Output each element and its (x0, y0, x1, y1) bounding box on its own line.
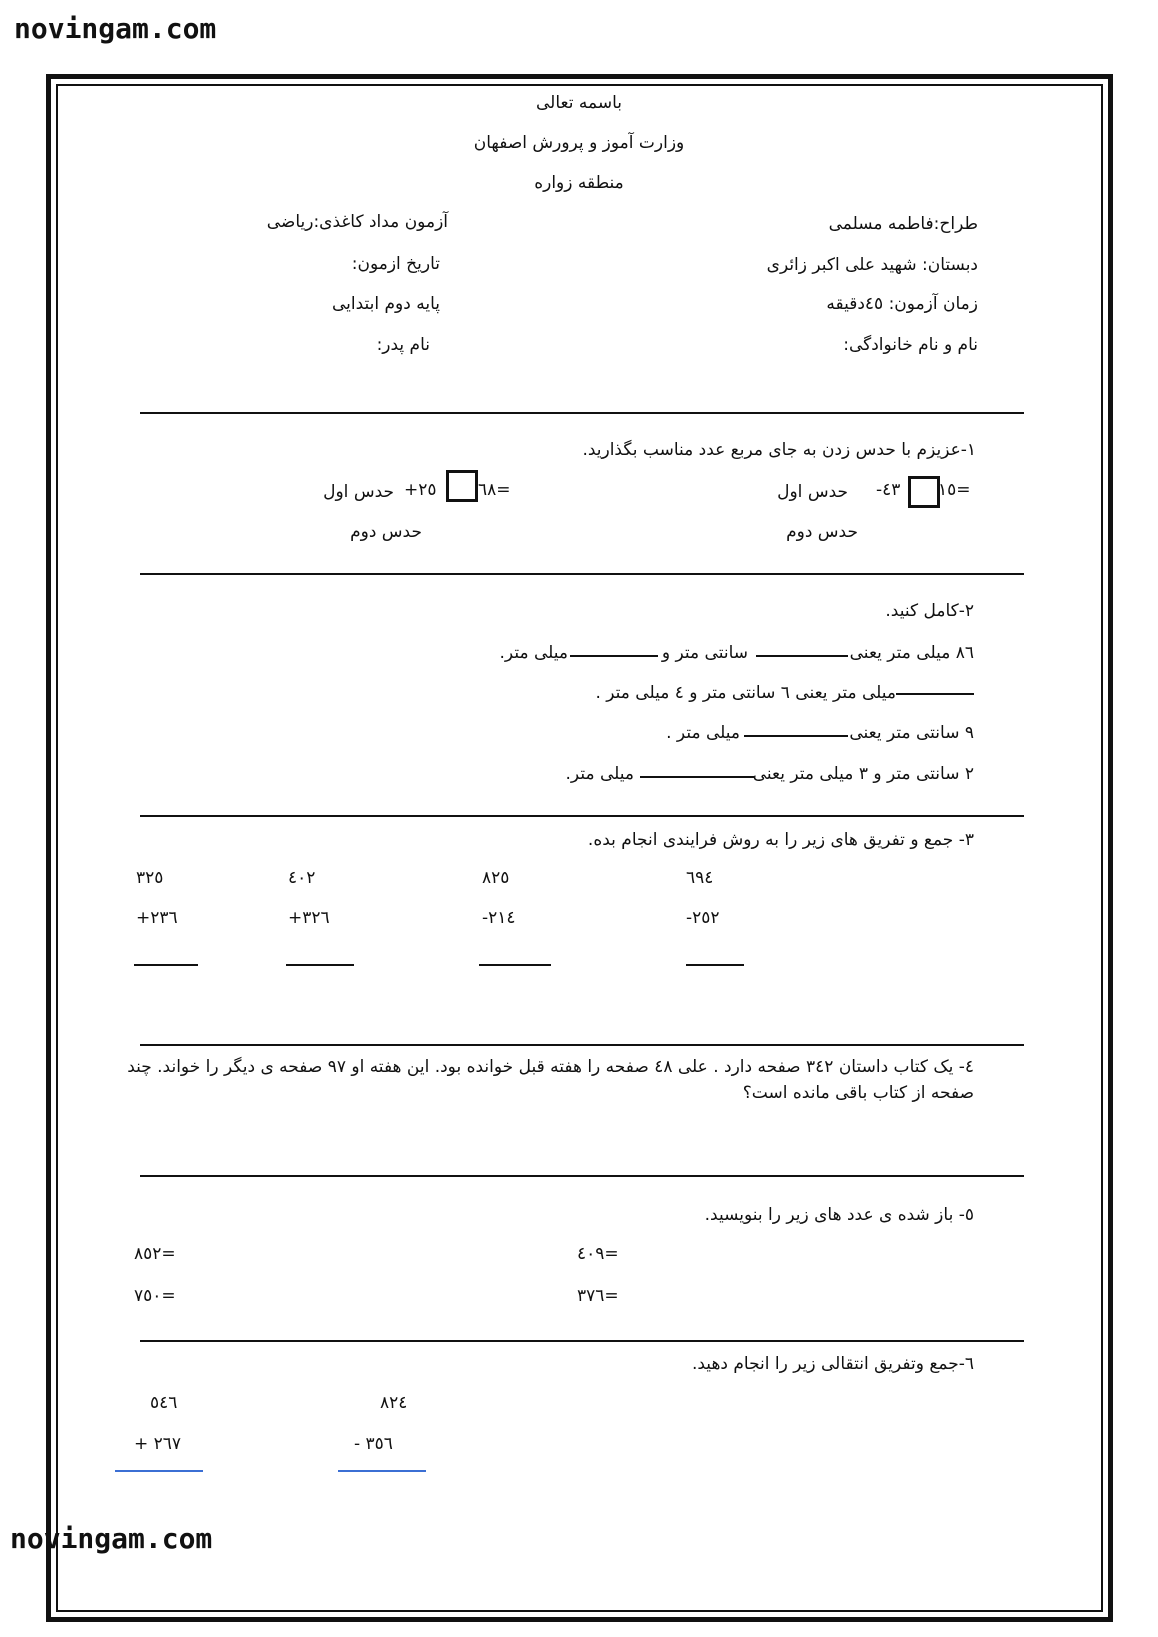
q2-line-2: میلی متر یعنی ٦ سانتی متر و ٤ میلی متر . (595, 683, 896, 703)
q3-item-1-bottom: -٢٥٢ (686, 908, 720, 928)
divider-1 (140, 412, 1024, 414)
divider-3 (140, 815, 1024, 817)
school: دبستان: شهید علی اکبر زائری (766, 255, 978, 275)
q2-blank-5[interactable] (640, 776, 754, 778)
header-line-2: وزارت آموز و پرورش اصفهان (473, 133, 685, 153)
q4-line-2: صفحه از کتاب باقی مانده است؟ (742, 1083, 974, 1103)
q1-right-answer-box[interactable] (908, 476, 940, 508)
q2-blank-4[interactable] (744, 735, 848, 737)
q1-left-result: ٦٨= (478, 480, 511, 500)
q2-blank-2[interactable] (570, 655, 658, 657)
q5-item-d: ٧٥٠= (134, 1286, 176, 1306)
exam-date: تاریخ ازمون: (351, 254, 440, 274)
q3-item-4-top: ٣٢٥ (136, 868, 164, 888)
q1-title: ١-عزیزم با حدس زدن به جای مربع عدد مناسب بگذارید. (582, 440, 976, 460)
q5-item-a: ٤٠٩= (577, 1244, 619, 1264)
exam-time: زمان آزمون: ٤٥دقیقه (826, 294, 978, 314)
q2-line-4b: میلی متر. (565, 764, 634, 784)
designer: طراح:فاطمه مسلمی (828, 214, 978, 234)
q3-item-3-bottom: +٣٢٦ (288, 908, 330, 928)
q2-line-3b: میلی متر . (666, 723, 740, 743)
q3-item-2-bottom: -٢١٤ (482, 908, 516, 928)
q3-item-3-line (286, 964, 354, 966)
header-line-3: منطقه زواره (534, 173, 624, 193)
q3-item-4-bottom: +٢٣٦ (136, 908, 178, 928)
header-line-1: باسمه تعالی (536, 93, 622, 113)
q3-item-3-top: ٤٠٢ (288, 868, 316, 888)
grade: پایه دوم ابتدایی (331, 294, 440, 314)
q1-left-number: +٢٥ (404, 480, 437, 500)
q1-left-guess-2: حدس دوم (350, 522, 422, 542)
q1-left-guess-1: حدس اول (323, 482, 394, 502)
father-name: نام پدر: (376, 335, 430, 355)
q1-right-guess-1: حدس اول (777, 482, 848, 502)
divider-2 (140, 573, 1024, 575)
student-name: نام و نام خانوادگی: (843, 335, 978, 355)
q1-right-guess-2: حدس دوم (786, 522, 858, 542)
q6-b-bottom: + ٢٦٧ (134, 1434, 182, 1454)
q2-line-1a: ٨٦ میلی متر یعنی (849, 643, 974, 663)
q5-item-b: ٨٥٢= (134, 1244, 176, 1264)
q2-line-4a: ٢ سانتی متر و ٣ میلی متر یعنی (752, 764, 974, 784)
q6-a-bottom: - ٣٥٦ (354, 1434, 393, 1454)
q2-line-3a: ٩ سانتی متر یعنی (849, 723, 974, 743)
q3-title: ٣- جمع و تفریق های زیر را به روش فرایندی انجام بده. (587, 830, 974, 850)
q6-a-line (338, 1470, 426, 1472)
watermark-top: novingam.com (14, 12, 217, 45)
q5-item-c: ٣٧٦= (577, 1286, 619, 1306)
watermark-bottom: novingam.com (10, 1522, 213, 1555)
divider-5 (140, 1175, 1024, 1177)
q2-title: ٢-کامل کنید. (885, 601, 974, 621)
divider-4 (140, 1044, 1024, 1046)
q6-a-top: ٨٢٤ (380, 1393, 408, 1413)
q2-blank-3[interactable] (896, 693, 974, 695)
q2-line-1b: سانتی متر و (661, 643, 748, 663)
q2-line-1c: میلی متر. (499, 643, 568, 663)
q1-right-result: ١٥= (938, 480, 971, 500)
q3-item-2-top: ٨٢٥ (482, 868, 510, 888)
q6-b-line (115, 1470, 203, 1472)
q6-title: ٦-جمع وتفریق انتقالی زیر را انجام دهید. (691, 1354, 974, 1374)
q3-item-4-line (134, 964, 198, 966)
q2-blank-1[interactable] (756, 655, 848, 657)
q3-item-1-top: ٦٩٤ (686, 868, 714, 888)
divider-6 (140, 1340, 1024, 1342)
q3-item-1-line (686, 964, 744, 966)
q1-right-number: -٤٣ (876, 480, 901, 500)
q5-title: ٥- باز شده ی عدد های زیر را بنویسید. (704, 1205, 974, 1225)
q6-b-top: ٥٤٦ (150, 1393, 178, 1413)
q3-item-2-line (479, 964, 551, 966)
q1-left-answer-box[interactable] (446, 470, 478, 502)
q4-line-1: ٤- یک کتاب داستان ٣٤٢ صفحه دارد . علی ٤٨ صفحه را هفته قبل خوانده بود. این هفته او ٩٧ صفحه ی دیگر را خواند. چند (127, 1057, 974, 1077)
exam-title: آزمون مداد کاغذی:ریاضی (266, 212, 448, 232)
